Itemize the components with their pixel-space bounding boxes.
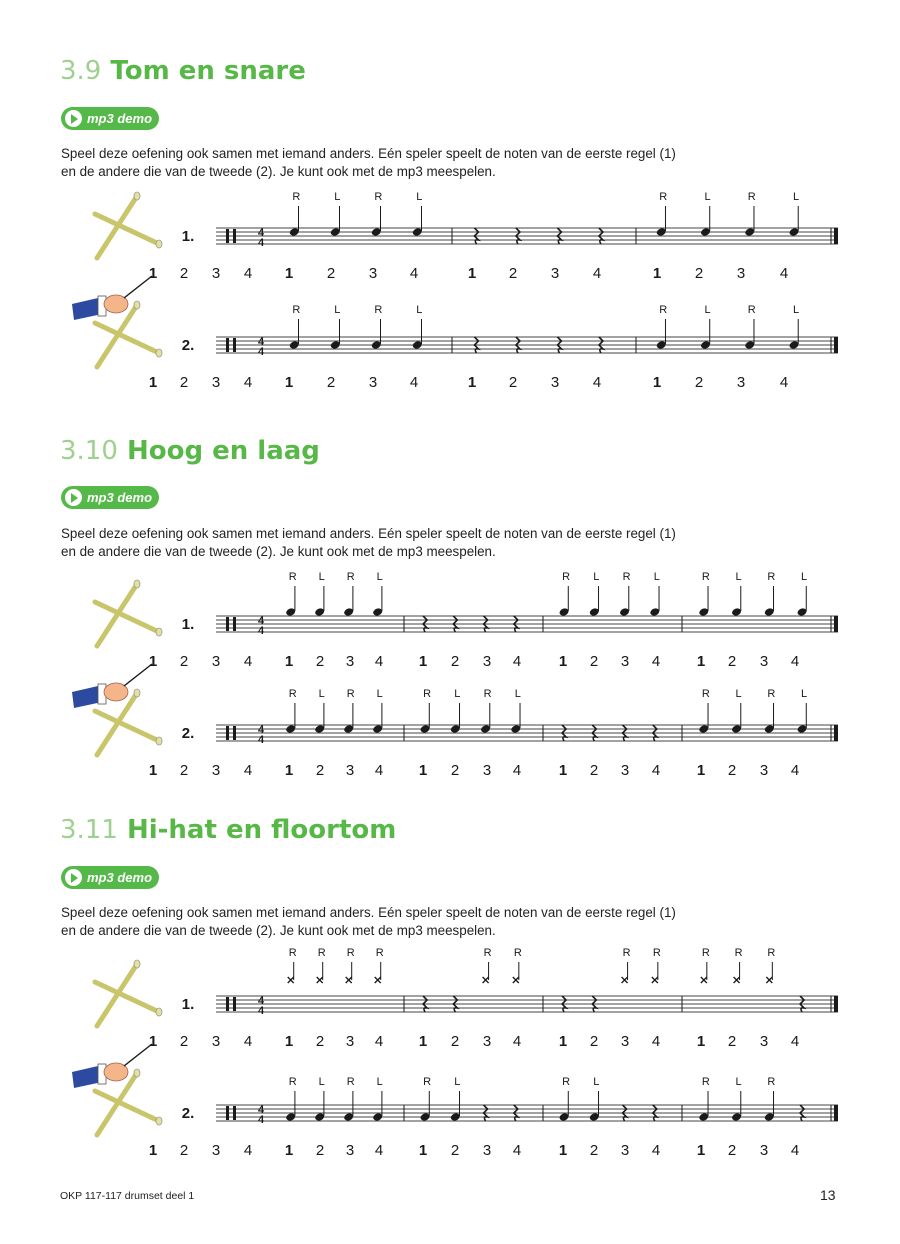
stick-tip <box>156 1117 162 1125</box>
count-label: 3 <box>759 1142 769 1159</box>
section-number: 3.9 <box>60 56 102 86</box>
count-label: 2 <box>727 653 737 670</box>
count-label: 2 <box>694 265 704 282</box>
count-label: 4 <box>790 1142 800 1159</box>
hihat-note <box>375 977 381 983</box>
percussion-clef <box>233 617 236 631</box>
row-label: 1. <box>181 996 195 1013</box>
stick <box>95 1091 159 1121</box>
hihat-note <box>317 977 323 983</box>
baton <box>124 664 152 686</box>
count-label: 2 <box>450 1033 460 1050</box>
count-label: 1 <box>418 1142 428 1159</box>
count-label: 2 <box>589 762 599 779</box>
staff-row <box>149 1076 838 1159</box>
stick-tip <box>156 349 162 357</box>
sticking-label: R <box>659 304 668 316</box>
count-label: 3 <box>211 265 221 282</box>
time-signature-top: 4 <box>257 336 265 348</box>
count-label: 2 <box>450 653 460 670</box>
stick-tip <box>134 1069 140 1077</box>
section-name: Hoog en laag <box>126 436 320 466</box>
final-barline <box>834 1105 838 1121</box>
count-label: 2 <box>508 265 518 282</box>
sticking-label: L <box>704 191 711 203</box>
count-label: 3 <box>345 1142 355 1159</box>
count-label: 4 <box>512 1033 522 1050</box>
sticking-label: R <box>288 571 297 583</box>
sticking-label: R <box>767 688 776 700</box>
time-signature-top: 4 <box>257 615 265 627</box>
drumsticks-icon <box>95 192 162 258</box>
time-signature-bottom: 4 <box>257 346 265 358</box>
count-label: 4 <box>243 1142 253 1159</box>
count-label: 4 <box>790 653 800 670</box>
time-signature-top: 4 <box>257 1104 265 1116</box>
exercise-description <box>61 904 821 940</box>
mp3-demo-button[interactable] <box>61 107 159 130</box>
percussion-clef <box>226 617 229 631</box>
final-barline <box>834 996 838 1012</box>
count-label: 1 <box>696 1142 706 1159</box>
percussion-clef <box>226 997 229 1011</box>
sticking-label: R <box>317 947 326 959</box>
sticking-label: L <box>704 304 711 316</box>
count-label: 4 <box>243 1033 253 1050</box>
description-line: en de andere die van de tweede (2). Je kunt ook met de mp3 meespelen. <box>61 923 496 938</box>
count-label: 4 <box>243 265 253 282</box>
count-label: 2 <box>727 762 737 779</box>
count-label: 1 <box>418 1033 428 1050</box>
count-label: 1 <box>148 1033 158 1050</box>
count-label: 1 <box>467 265 477 282</box>
stick-tip <box>156 737 162 745</box>
count-label: 2 <box>326 374 336 391</box>
count-label: 2 <box>508 374 518 391</box>
count-label: 2 <box>450 1142 460 1159</box>
count-label: 2 <box>315 653 325 670</box>
time-signature-top: 4 <box>257 724 265 736</box>
count-label: 2 <box>179 1033 189 1050</box>
count-label: 2 <box>694 374 704 391</box>
sticking-label: L <box>454 1076 461 1088</box>
sleeve <box>72 298 102 320</box>
description-line: en de andere die van de tweede (2). Je kunt ook met de mp3 meespelen. <box>61 544 496 559</box>
sticking-label: R <box>701 1076 710 1088</box>
percussion-clef <box>226 229 229 243</box>
count-label: 3 <box>211 762 221 779</box>
count-label: 3 <box>759 653 769 670</box>
row-label: 2. <box>181 337 195 354</box>
count-label: 4 <box>512 653 522 670</box>
stick-tip <box>134 689 140 697</box>
sticking-label: L <box>318 1076 325 1088</box>
conductor-hand-icon <box>72 664 152 708</box>
sticking-label: R <box>747 191 756 203</box>
sticking-label: R <box>652 947 661 959</box>
sticking-label: L <box>514 688 521 700</box>
time-signature-top: 4 <box>257 995 265 1007</box>
time-signature-bottom: 4 <box>257 237 265 249</box>
sleeve <box>72 1066 102 1088</box>
count-label: 4 <box>243 762 253 779</box>
row-label: 1. <box>181 228 195 245</box>
count-label: 3 <box>211 374 221 391</box>
stick <box>95 711 159 741</box>
sticking-label: L <box>801 571 808 583</box>
count-label: 4 <box>374 1142 384 1159</box>
sticking-label: L <box>334 304 341 316</box>
count-label: 4 <box>790 1033 800 1050</box>
stick-tip <box>156 1008 162 1016</box>
count-label: 1 <box>148 1142 158 1159</box>
section-title <box>60 436 320 466</box>
final-barline <box>834 616 838 632</box>
count-label: 2 <box>179 1142 189 1159</box>
sticking-label: R <box>701 571 710 583</box>
count-label: 3 <box>550 374 560 391</box>
sticking-label: R <box>423 688 432 700</box>
sticking-label: R <box>292 191 301 203</box>
play-icon <box>65 869 82 886</box>
description-line: Speel deze oefening ook samen met iemand anders. Eén speler speelt de noten van de eerste regel (1) <box>61 526 676 541</box>
hihat-note <box>483 977 489 983</box>
count-label: 4 <box>790 762 800 779</box>
play-icon <box>65 110 82 127</box>
count-label: 2 <box>315 762 325 779</box>
staff-row <box>149 191 838 282</box>
conductor-hand-icon <box>72 1044 152 1088</box>
sticking-label: R <box>288 688 297 700</box>
sticking-label: R <box>346 1076 355 1088</box>
count-label: 1 <box>558 762 568 779</box>
count-label: 1 <box>652 265 662 282</box>
hihat-note <box>346 977 352 983</box>
count-label: 1 <box>558 1142 568 1159</box>
sticking-label: R <box>622 571 631 583</box>
sticking-label: L <box>653 571 660 583</box>
count-label: 1 <box>558 1033 568 1050</box>
count-label: 2 <box>589 1033 599 1050</box>
count-label: 2 <box>315 1033 325 1050</box>
count-label: 3 <box>368 265 378 282</box>
count-label: 4 <box>243 653 253 670</box>
count-label: 1 <box>284 762 294 779</box>
time-signature-bottom: 4 <box>257 734 265 746</box>
sticking-label: L <box>454 688 461 700</box>
count-label: 3 <box>759 1033 769 1050</box>
count-label: 1 <box>696 762 706 779</box>
sticking-label: R <box>346 688 355 700</box>
count-label: 2 <box>179 374 189 391</box>
time-signature-bottom: 4 <box>257 625 265 637</box>
count-label: 3 <box>620 1033 630 1050</box>
count-label: 3 <box>759 762 769 779</box>
sticking-label: R <box>747 304 756 316</box>
sticking-label: L <box>735 1076 742 1088</box>
section-title <box>60 56 306 86</box>
count-label: 3 <box>620 1142 630 1159</box>
time-signature-top: 4 <box>257 227 265 239</box>
stick-tip <box>134 580 140 588</box>
count-label: 1 <box>696 1033 706 1050</box>
count-label: 3 <box>211 653 221 670</box>
count-label: 2 <box>315 1142 325 1159</box>
final-barline <box>834 228 838 244</box>
sticking-label: L <box>318 571 325 583</box>
sticking-label: R <box>767 571 776 583</box>
play-icon <box>65 489 82 506</box>
count-label: 3 <box>345 653 355 670</box>
mp3-demo-label: mp3 demo <box>87 111 153 126</box>
count-label: 3 <box>368 374 378 391</box>
count-label: 3 <box>736 265 746 282</box>
mp3-demo-button[interactable] <box>61 486 159 509</box>
count-label: 1 <box>284 265 294 282</box>
count-label: 3 <box>482 1033 492 1050</box>
count-label: 4 <box>374 1033 384 1050</box>
count-label: 1 <box>418 653 428 670</box>
section-name: Hi-hat en floortom <box>126 815 397 845</box>
hihat-note <box>766 977 772 983</box>
sticking-label: R <box>562 571 571 583</box>
count-label: 1 <box>558 653 568 670</box>
sticking-label: L <box>376 1076 383 1088</box>
sticking-label: L <box>792 304 800 316</box>
footer-publication: OKP 117-117 drumset deel 1 <box>60 1190 195 1202</box>
hihat-note <box>734 977 740 983</box>
stick <box>95 602 159 632</box>
count-label: 3 <box>482 653 492 670</box>
count-label: 3 <box>550 265 560 282</box>
mp3-demo-button[interactable] <box>61 866 159 889</box>
sticking-label: R <box>622 947 631 959</box>
hihat-note <box>288 977 294 983</box>
count-label: 4 <box>651 1142 661 1159</box>
count-label: 3 <box>482 762 492 779</box>
sticking-label: R <box>767 947 776 959</box>
count-label: 3 <box>345 762 355 779</box>
staff-row <box>149 304 838 391</box>
sticking-label: R <box>375 947 384 959</box>
count-label: 1 <box>418 762 428 779</box>
conductor-hand-icon <box>72 276 152 320</box>
count-label: 4 <box>592 265 602 282</box>
stick <box>95 323 159 353</box>
count-label: 1 <box>696 653 706 670</box>
count-label: 3 <box>211 1142 221 1159</box>
percussion-clef <box>226 338 229 352</box>
count-label: 4 <box>409 265 419 282</box>
staff-row <box>149 571 838 670</box>
time-signature-bottom: 4 <box>257 1005 265 1017</box>
stick-tip <box>134 960 140 968</box>
count-label: 4 <box>651 1033 661 1050</box>
page-number: 13 <box>820 1187 836 1203</box>
count-label: 4 <box>512 762 522 779</box>
percussion-clef <box>233 726 236 740</box>
hihat-note <box>652 977 658 983</box>
count-label: 1 <box>148 762 158 779</box>
baton <box>124 1044 152 1066</box>
sticking-label: L <box>416 191 423 203</box>
sticking-label: L <box>801 688 808 700</box>
final-barline <box>834 725 838 741</box>
stick-tip <box>156 628 162 636</box>
hihat-note <box>513 977 519 983</box>
sticking-label: R <box>423 1076 432 1088</box>
drum-notation-3-11 <box>0 945 900 1165</box>
count-label: 1 <box>284 1142 294 1159</box>
count-label: 2 <box>727 1142 737 1159</box>
section-name: Tom en snare <box>110 56 306 86</box>
sticking-label: L <box>735 688 742 700</box>
sticking-label: R <box>292 304 301 316</box>
count-label: 3 <box>482 1142 492 1159</box>
count-label: 2 <box>589 1142 599 1159</box>
baton <box>124 276 152 298</box>
percussion-clef <box>233 1106 236 1120</box>
sticking-label: R <box>513 947 522 959</box>
mp3-demo-label: mp3 demo <box>87 870 153 885</box>
description-line: en de andere die van de tweede (2). Je kunt ook met de mp3 meespelen. <box>61 164 496 179</box>
percussion-clef <box>226 726 229 740</box>
count-label: 1 <box>284 653 294 670</box>
count-label: 2 <box>179 265 189 282</box>
percussion-clef <box>226 1106 229 1120</box>
count-label: 1 <box>284 374 294 391</box>
sticking-label: R <box>374 304 383 316</box>
sticking-label: R <box>483 947 492 959</box>
row-label: 2. <box>181 725 195 742</box>
sticking-label: R <box>346 947 355 959</box>
time-signature-bottom: 4 <box>257 1114 265 1126</box>
count-label: 4 <box>651 653 661 670</box>
count-label: 3 <box>620 762 630 779</box>
sticking-label: L <box>376 688 383 700</box>
mp3-demo-label: mp3 demo <box>87 490 153 505</box>
description-line: Speel deze oefening ook samen met iemand anders. Eén speler speelt de noten van de eerste regel (1) <box>61 146 676 161</box>
stick-tip <box>134 192 140 200</box>
count-label: 2 <box>589 653 599 670</box>
count-label: 3 <box>211 1033 221 1050</box>
sticking-label: R <box>659 191 668 203</box>
sticking-label: L <box>334 191 341 203</box>
count-label: 4 <box>374 762 384 779</box>
count-label: 3 <box>620 653 630 670</box>
stick <box>95 214 159 244</box>
final-barline <box>834 337 838 353</box>
count-label: 4 <box>243 374 253 391</box>
count-label: 4 <box>651 762 661 779</box>
section-number: 3.11 <box>60 815 118 845</box>
drum-notation-3-10 <box>0 565 900 785</box>
stick <box>95 982 159 1012</box>
count-label: 2 <box>179 653 189 670</box>
sticking-label: L <box>376 571 383 583</box>
sticking-label: L <box>593 1076 600 1088</box>
count-label: 4 <box>409 374 419 391</box>
count-label: 1 <box>652 374 662 391</box>
sticking-label: R <box>374 191 383 203</box>
count-label: 2 <box>727 1033 737 1050</box>
exercise-description <box>61 145 821 181</box>
percussion-clef <box>233 229 236 243</box>
description-line: Speel deze oefening ook samen met iemand anders. Eén speler speelt de noten van de eerste regel (1) <box>61 905 676 920</box>
hihat-note <box>622 977 628 983</box>
count-label: 1 <box>148 265 158 282</box>
count-label: 1 <box>148 653 158 670</box>
staff-row <box>149 947 838 1050</box>
sticking-label: L <box>416 304 423 316</box>
percussion-clef <box>233 997 236 1011</box>
count-label: 2 <box>450 762 460 779</box>
stick-tip <box>156 240 162 248</box>
count-label: 4 <box>779 265 789 282</box>
sticking-label: R <box>346 571 355 583</box>
count-label: 1 <box>467 374 477 391</box>
drumsticks-icon <box>95 960 162 1026</box>
sticking-label: R <box>767 1076 776 1088</box>
sticking-label: L <box>593 571 600 583</box>
count-label: 4 <box>374 653 384 670</box>
sticking-label: R <box>483 688 492 700</box>
sticking-label: R <box>562 1076 571 1088</box>
drum-notation-3-9 <box>0 185 900 405</box>
stick-tip <box>134 301 140 309</box>
count-label: 4 <box>592 374 602 391</box>
sticking-label: L <box>792 191 800 203</box>
section-number: 3.10 <box>60 436 118 466</box>
count-label: 1 <box>148 374 158 391</box>
row-label: 2. <box>181 1105 195 1122</box>
count-label: 2 <box>326 265 336 282</box>
count-label: 3 <box>345 1033 355 1050</box>
hihat-note <box>701 977 707 983</box>
count-label: 2 <box>179 762 189 779</box>
sticking-label: R <box>288 1076 297 1088</box>
count-label: 3 <box>736 374 746 391</box>
sticking-label: R <box>288 947 297 959</box>
sticking-label: R <box>701 688 710 700</box>
staff-row <box>149 688 838 779</box>
exercise-description <box>61 525 821 561</box>
drumsticks-icon <box>95 580 162 646</box>
sticking-label: L <box>318 688 325 700</box>
count-label: 4 <box>512 1142 522 1159</box>
sticking-label: R <box>701 947 710 959</box>
sticking-label: L <box>735 571 742 583</box>
section-title <box>60 815 396 845</box>
sticking-label: R <box>734 947 743 959</box>
percussion-clef <box>233 338 236 352</box>
count-label: 1 <box>284 1033 294 1050</box>
count-label: 4 <box>779 374 789 391</box>
row-label: 1. <box>181 616 195 633</box>
sleeve <box>72 686 102 708</box>
